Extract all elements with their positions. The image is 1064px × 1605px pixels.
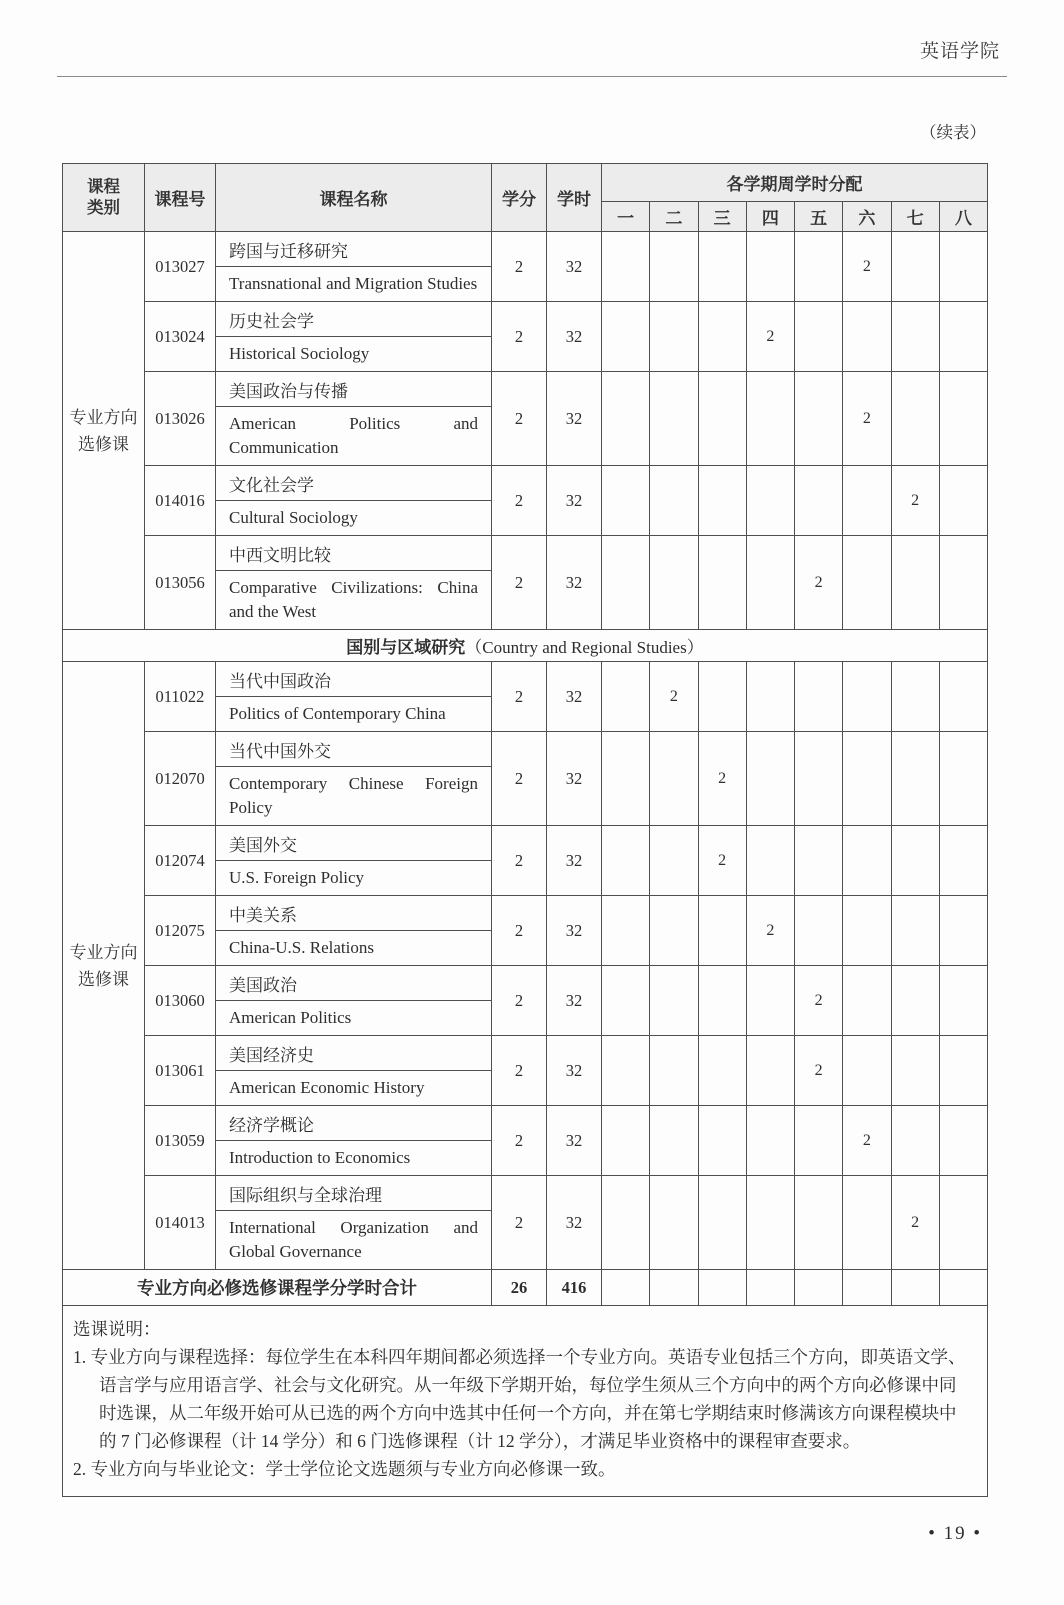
semester-hours-cell: 2 bbox=[746, 896, 794, 966]
course-number: 014013 bbox=[145, 1176, 216, 1270]
semester-hours-cell bbox=[746, 232, 794, 302]
course-number: 012070 bbox=[145, 732, 216, 826]
table-row bbox=[63, 372, 988, 466]
header-credits: 学分 bbox=[492, 164, 547, 232]
semester-hours-cell bbox=[891, 302, 939, 372]
course-name-cn: 历史社会学 bbox=[216, 302, 491, 337]
header-course-name: 课程名称 bbox=[216, 164, 492, 232]
page-header bbox=[0, 0, 1064, 63]
header-semester-6: 六 bbox=[843, 202, 891, 232]
semester-hours-cell bbox=[602, 302, 650, 372]
course-number: 013059 bbox=[145, 1106, 216, 1176]
course-credits: 2 bbox=[492, 232, 547, 302]
course-credits: 2 bbox=[492, 662, 547, 732]
semester-hours-cell bbox=[650, 826, 698, 896]
course-name-cell bbox=[216, 966, 492, 1036]
course-number: 013024 bbox=[145, 302, 216, 372]
header-semester-2: 二 bbox=[650, 202, 698, 232]
table-row bbox=[63, 232, 988, 302]
semester-hours-cell bbox=[795, 732, 843, 826]
semester-hours-cell bbox=[698, 466, 746, 536]
notes-row bbox=[63, 1306, 988, 1497]
semester-hours-cell bbox=[746, 466, 794, 536]
course-name-cell bbox=[216, 466, 492, 536]
course-name-cell bbox=[216, 732, 492, 826]
semester-hours-cell bbox=[939, 1106, 987, 1176]
course-name-cell bbox=[216, 232, 492, 302]
semester-hours-cell bbox=[843, 1176, 891, 1270]
semester-hours-cell bbox=[650, 732, 698, 826]
page-header-title: 英语学院 bbox=[919, 41, 1000, 62]
header-hours: 学时 bbox=[547, 164, 602, 232]
notes-cell bbox=[63, 1306, 988, 1497]
semester-hours-cell bbox=[746, 1036, 794, 1106]
semester-hours-cell bbox=[939, 302, 987, 372]
course-name-en: Contemporary Chinese Foreign Policy bbox=[229, 774, 478, 817]
course-name-en: American Politics bbox=[229, 1008, 352, 1027]
course-name-en: Cultural Sociology bbox=[229, 508, 358, 527]
semester-hours-cell bbox=[746, 536, 794, 630]
semester-hours-cell bbox=[650, 302, 698, 372]
semester-hours-cell bbox=[698, 662, 746, 732]
semester-hours-cell bbox=[650, 466, 698, 536]
table-row bbox=[63, 732, 988, 826]
semester-hours-cell bbox=[650, 536, 698, 630]
semester-hours-cell bbox=[698, 536, 746, 630]
course-credits: 2 bbox=[492, 966, 547, 1036]
course-name-cn: 当代中国外交 bbox=[216, 732, 491, 767]
course-name-cn: 国际组织与全球治理 bbox=[216, 1176, 491, 1211]
semester-hours-cell bbox=[698, 896, 746, 966]
semester-hours-cell bbox=[939, 466, 987, 536]
course-name-cn: 文化社会学 bbox=[216, 466, 491, 501]
table-row bbox=[63, 466, 988, 536]
semester-hours-cell bbox=[939, 1176, 987, 1270]
section-divider bbox=[63, 630, 988, 662]
total-label: 专业方向必修选修课程学分学时合计 bbox=[63, 1270, 492, 1306]
semester-hours-cell bbox=[891, 536, 939, 630]
course-hours: 32 bbox=[547, 302, 602, 372]
category-label-line1: 专业方向 bbox=[69, 407, 138, 427]
header-semester-8: 八 bbox=[939, 202, 987, 232]
semester-hours-cell bbox=[698, 372, 746, 466]
course-name-cell bbox=[216, 1106, 492, 1176]
semester-hours-cell bbox=[939, 732, 987, 826]
page-number: • 19 • bbox=[928, 1523, 982, 1544]
header-category-line1: 课程 bbox=[87, 177, 120, 196]
semester-hours-cell bbox=[939, 536, 987, 630]
semester-hours-cell bbox=[698, 1036, 746, 1106]
semester-hours-cell bbox=[891, 232, 939, 302]
total-semester-cell bbox=[843, 1270, 891, 1306]
semester-hours-cell: 2 bbox=[843, 232, 891, 302]
course-number: 013061 bbox=[145, 1036, 216, 1106]
course-number: 011022 bbox=[145, 662, 216, 732]
semester-hours-cell: 2 bbox=[698, 732, 746, 826]
semester-hours-cell: 2 bbox=[795, 966, 843, 1036]
semester-hours-cell bbox=[650, 1176, 698, 1270]
semester-hours-cell bbox=[795, 826, 843, 896]
note-item: 1. 专业方向与课程选择：每位学生在本科四年期间都必须选择一个专业方向。英语专业包括三个方向，即英语文学、语言学与应用语言学、社会与文化研究。从一年级下学期开始，每位学生须从三个方向中的两个方向必修课中同时选课，从二年级开始可从已选的两个方向中选其中任何一个方向，并在第七学期结束时修满该方向课程模块中的 7 门必修课程（计 14 学分）和 6 门选修课程（计 12 学分），才满足毕业资格中的课程审查要求。 bbox=[73, 1347, 966, 1451]
section-title-cn: 国别与区域研究 bbox=[346, 638, 466, 657]
semester-hours-cell bbox=[939, 372, 987, 466]
semester-hours-cell bbox=[891, 826, 939, 896]
table-row bbox=[63, 536, 988, 630]
semester-hours-cell bbox=[891, 896, 939, 966]
header-semester-1: 一 bbox=[602, 202, 650, 232]
course-credits: 2 bbox=[492, 732, 547, 826]
total-semester-cell bbox=[650, 1270, 698, 1306]
semester-hours-cell bbox=[795, 302, 843, 372]
semester-hours-cell bbox=[795, 466, 843, 536]
course-number: 012075 bbox=[145, 896, 216, 966]
course-name-cn: 美国外交 bbox=[216, 826, 491, 861]
header-category-line2: 类别 bbox=[87, 198, 120, 217]
header-semester-7: 七 bbox=[891, 202, 939, 232]
semester-hours-cell bbox=[939, 896, 987, 966]
semester-hours-cell bbox=[698, 302, 746, 372]
table-row bbox=[63, 1036, 988, 1106]
total-semester-cell bbox=[891, 1270, 939, 1306]
course-hours: 32 bbox=[547, 1176, 602, 1270]
semester-hours-cell bbox=[650, 966, 698, 1036]
semester-hours-cell bbox=[602, 536, 650, 630]
semester-hours-cell bbox=[746, 826, 794, 896]
semester-hours-cell bbox=[795, 896, 843, 966]
course-name-en: International Organization and Global Governance bbox=[229, 1218, 478, 1261]
semester-hours-cell: 2 bbox=[698, 826, 746, 896]
course-name-cn: 美国经济史 bbox=[216, 1036, 491, 1071]
course-name-en: American Economic History bbox=[229, 1078, 425, 1097]
course-name-cn: 中美关系 bbox=[216, 896, 491, 931]
course-credits: 2 bbox=[492, 536, 547, 630]
total-semester-cell bbox=[795, 1270, 843, 1306]
course-hours: 32 bbox=[547, 232, 602, 302]
course-credits: 2 bbox=[492, 1036, 547, 1106]
semester-hours-cell bbox=[746, 966, 794, 1036]
table-row bbox=[63, 1106, 988, 1176]
course-schedule-table bbox=[62, 163, 988, 1497]
semester-hours-cell bbox=[843, 732, 891, 826]
header-category bbox=[63, 164, 145, 232]
semester-hours-cell bbox=[843, 302, 891, 372]
course-name-cell bbox=[216, 1036, 492, 1106]
course-name-cell bbox=[216, 372, 492, 466]
semester-hours-cell: 2 bbox=[843, 1106, 891, 1176]
course-name-cell bbox=[216, 1176, 492, 1270]
course-hours: 32 bbox=[547, 372, 602, 466]
course-name-cn: 当代中国政治 bbox=[216, 662, 491, 697]
course-name-cell bbox=[216, 536, 492, 630]
semester-hours-cell bbox=[891, 372, 939, 466]
note-item: 2. 专业方向与毕业论文：学士学位论文选题须与专业方向必修课一致。 bbox=[73, 1459, 616, 1479]
table-header bbox=[63, 164, 988, 232]
semester-hours-cell bbox=[650, 896, 698, 966]
semester-hours-cell bbox=[602, 1176, 650, 1270]
semester-hours-cell bbox=[843, 826, 891, 896]
table-row bbox=[63, 302, 988, 372]
semester-hours-cell bbox=[746, 1106, 794, 1176]
course-credits: 2 bbox=[492, 1176, 547, 1270]
total-credits: 26 bbox=[492, 1270, 547, 1306]
semester-hours-cell bbox=[843, 896, 891, 966]
header-divider bbox=[57, 76, 1007, 77]
semester-hours-cell bbox=[698, 966, 746, 1036]
course-name-cn: 经济学概论 bbox=[216, 1106, 491, 1141]
semester-hours-cell bbox=[939, 232, 987, 302]
semester-hours-cell bbox=[939, 1036, 987, 1106]
semester-hours-cell bbox=[698, 1106, 746, 1176]
semester-hours-cell bbox=[650, 1106, 698, 1176]
course-credits: 2 bbox=[492, 1106, 547, 1176]
category-cell bbox=[63, 232, 145, 630]
category-label-line1: 专业方向 bbox=[69, 942, 138, 962]
semester-hours-cell bbox=[795, 662, 843, 732]
semester-hours-cell bbox=[746, 1176, 794, 1270]
course-name-en: Introduction to Economics bbox=[229, 1148, 411, 1167]
semester-hours-cell bbox=[843, 1036, 891, 1106]
course-name-cell bbox=[216, 896, 492, 966]
course-hours: 32 bbox=[547, 732, 602, 826]
total-semester-cell bbox=[746, 1270, 794, 1306]
course-hours: 32 bbox=[547, 896, 602, 966]
semester-hours-cell: 2 bbox=[891, 466, 939, 536]
course-credits: 2 bbox=[492, 826, 547, 896]
course-number: 013060 bbox=[145, 966, 216, 1036]
semester-hours-cell bbox=[795, 1106, 843, 1176]
semester-hours-cell bbox=[650, 372, 698, 466]
course-credits: 2 bbox=[492, 896, 547, 966]
course-number: 013026 bbox=[145, 372, 216, 466]
section-title-en: （Country and Regional Studies） bbox=[465, 638, 704, 657]
course-hours: 32 bbox=[547, 826, 602, 896]
course-number: 012074 bbox=[145, 826, 216, 896]
course-number: 013027 bbox=[145, 232, 216, 302]
semester-hours-cell bbox=[602, 732, 650, 826]
semester-hours-cell bbox=[891, 662, 939, 732]
semester-hours-cell: 2 bbox=[795, 1036, 843, 1106]
semester-hours-cell bbox=[698, 232, 746, 302]
semester-hours-cell bbox=[891, 732, 939, 826]
course-name-en: Comparative Civilizations: China and the West bbox=[229, 578, 478, 621]
course-hours: 32 bbox=[547, 466, 602, 536]
semester-hours-cell bbox=[939, 966, 987, 1036]
semester-hours-cell bbox=[602, 372, 650, 466]
category-label-line2: 选修课 bbox=[78, 969, 129, 989]
semester-hours-cell bbox=[843, 966, 891, 1036]
course-name-en: China-U.S. Relations bbox=[229, 938, 374, 957]
table-row bbox=[63, 896, 988, 966]
header-semester-5: 五 bbox=[795, 202, 843, 232]
course-name-en: Historical Sociology bbox=[229, 344, 370, 363]
semester-hours-cell bbox=[795, 372, 843, 466]
semester-hours-cell bbox=[891, 1036, 939, 1106]
course-number: 014016 bbox=[145, 466, 216, 536]
semester-hours-cell bbox=[795, 232, 843, 302]
notes-title: 选课说明： bbox=[73, 1319, 161, 1339]
semester-hours-cell: 2 bbox=[891, 1176, 939, 1270]
semester-hours-cell bbox=[891, 1106, 939, 1176]
course-name-en: American Politics and Communication bbox=[229, 414, 478, 457]
course-name-en: Transnational and Migration Studies bbox=[229, 274, 478, 293]
continued-note: （续表） bbox=[920, 123, 986, 142]
course-hours: 32 bbox=[547, 1106, 602, 1176]
course-name-en: U.S. Foreign Policy bbox=[229, 868, 365, 887]
semester-hours-cell bbox=[843, 466, 891, 536]
semester-hours-cell bbox=[602, 466, 650, 536]
semester-hours-cell bbox=[602, 966, 650, 1036]
header-semester-group: 各学期周学时分配 bbox=[602, 164, 988, 202]
semester-hours-cell bbox=[602, 1036, 650, 1106]
semester-hours-cell bbox=[939, 662, 987, 732]
section-divider-row bbox=[63, 630, 988, 662]
semester-hours-cell bbox=[650, 1036, 698, 1106]
header-semester-4: 四 bbox=[746, 202, 794, 232]
semester-hours-cell bbox=[602, 1106, 650, 1176]
course-name-cn: 美国政治与传播 bbox=[216, 372, 491, 407]
semester-hours-cell bbox=[602, 232, 650, 302]
total-row bbox=[63, 1270, 988, 1306]
semester-hours-cell bbox=[746, 732, 794, 826]
semester-hours-cell bbox=[746, 662, 794, 732]
total-semester-cell bbox=[602, 1270, 650, 1306]
table-row bbox=[63, 966, 988, 1036]
course-name-cell bbox=[216, 826, 492, 896]
course-name-en: Politics of Contemporary China bbox=[229, 704, 446, 723]
header-course-no: 课程号 bbox=[145, 164, 216, 232]
course-name-cn: 美国政治 bbox=[216, 966, 491, 1001]
total-semester-cell bbox=[698, 1270, 746, 1306]
semester-hours-cell: 2 bbox=[795, 536, 843, 630]
semester-hours-cell: 2 bbox=[843, 372, 891, 466]
course-credits: 2 bbox=[492, 302, 547, 372]
category-label-line2: 选修课 bbox=[78, 434, 129, 454]
semester-hours-cell bbox=[939, 826, 987, 896]
semester-hours-cell bbox=[843, 662, 891, 732]
table-row bbox=[63, 1176, 988, 1270]
semester-hours-cell bbox=[602, 662, 650, 732]
semester-hours-cell bbox=[602, 896, 650, 966]
course-hours: 32 bbox=[547, 536, 602, 630]
total-hours: 416 bbox=[547, 1270, 602, 1306]
semester-hours-cell bbox=[795, 1176, 843, 1270]
course-hours: 32 bbox=[547, 1036, 602, 1106]
table-row bbox=[63, 662, 988, 732]
course-hours: 32 bbox=[547, 662, 602, 732]
semester-hours-cell: 2 bbox=[746, 302, 794, 372]
course-name-cn: 跨国与迁移研究 bbox=[216, 232, 491, 267]
semester-hours-cell bbox=[843, 536, 891, 630]
course-credits: 2 bbox=[492, 466, 547, 536]
semester-hours-cell bbox=[602, 826, 650, 896]
header-semester-3: 三 bbox=[698, 202, 746, 232]
course-name-cell bbox=[216, 302, 492, 372]
course-number: 013056 bbox=[145, 536, 216, 630]
semester-hours-cell bbox=[891, 966, 939, 1036]
semester-hours-cell bbox=[746, 372, 794, 466]
course-credits: 2 bbox=[492, 372, 547, 466]
semester-hours-cell bbox=[650, 232, 698, 302]
course-name-cell bbox=[216, 662, 492, 732]
category-cell bbox=[63, 662, 145, 1270]
total-semester-cell bbox=[939, 1270, 987, 1306]
semester-hours-cell bbox=[698, 1176, 746, 1270]
course-table-body bbox=[63, 232, 988, 1497]
table-row bbox=[63, 826, 988, 896]
semester-hours-cell: 2 bbox=[650, 662, 698, 732]
course-name-cn: 中西文明比较 bbox=[216, 536, 491, 571]
course-hours: 32 bbox=[547, 966, 602, 1036]
